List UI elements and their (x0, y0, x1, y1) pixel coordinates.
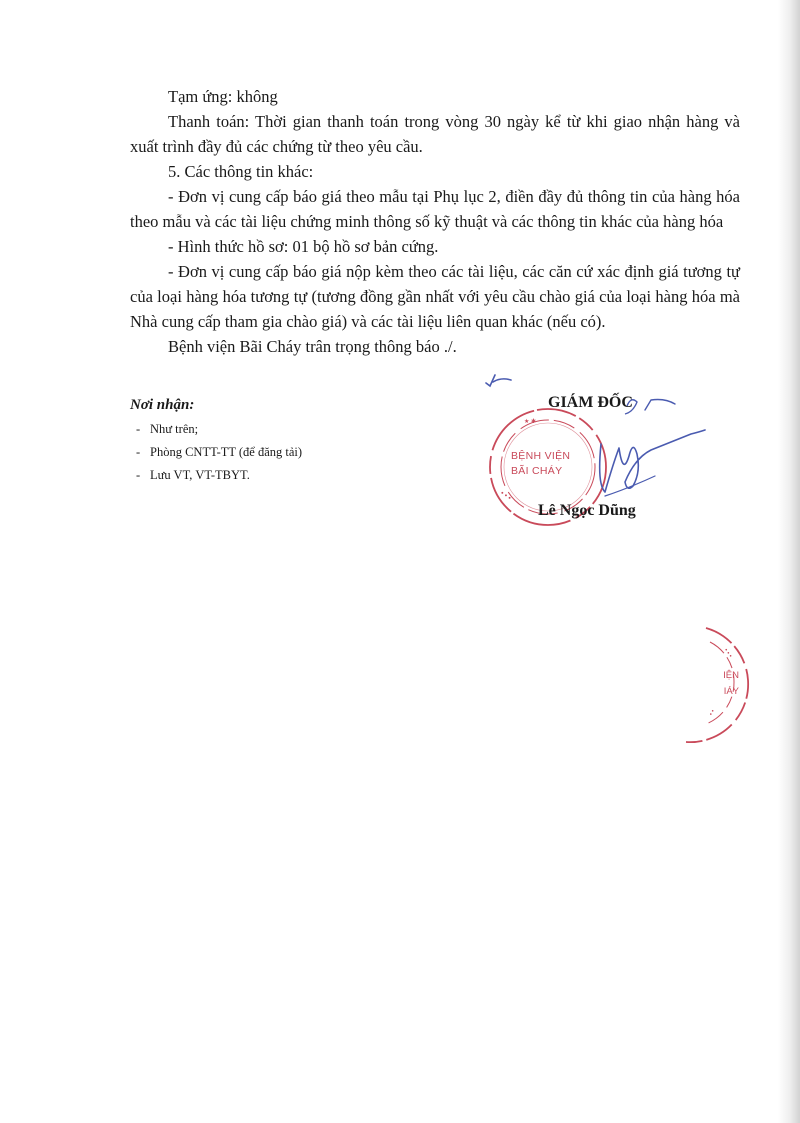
letter-body (130, 84, 740, 359)
paragraph-quote-form: - Đơn vị cung cấp báo giá theo mẫu tại Phụ lục 2, điền đầy đủ thông tin của hàng hóa theo mẫu và các tài liệu chứng minh thông số kỹ thuật và các thông tin khác của hàng hóa (130, 187, 740, 231)
recipient-item: - Phòng CNTT-TT (để đăng tải) (136, 441, 430, 464)
recipients-list (130, 418, 430, 487)
svg-text:• • •: • • • (498, 489, 513, 503)
recipient-item: - Như trên; (136, 418, 430, 441)
partial-stamp-text (709, 668, 739, 700)
signer-title: GIÁM ĐỐC (548, 394, 633, 411)
svg-text:★ ✱: ★ ✱ (524, 419, 537, 425)
stamp-line: IỆN (723, 670, 739, 681)
initial-tick-icon (483, 371, 513, 389)
svg-text:• • •: • • • (722, 647, 733, 660)
paragraph-supporting-documents: - Đơn vị cung cấp báo giá nộp kèm theo các tài liệu, các căn cứ xác định giá tương tự của loại hàng hóa tương tự (tương đồng gần nhất với yêu cầu chào giá của loại hàng hóa mà Nhà cung cấp tham gia chào giá) và các tài liệu liên quan khác (nếu có). (130, 262, 740, 331)
signer-name: Lê Ngọc Dũng (538, 502, 636, 519)
stamp-line: BỆNH VIỆN (511, 450, 571, 462)
section-other-info: 5. Các thông tin khác: (168, 162, 314, 181)
paragraph-advance: Tạm ứng: không (168, 87, 278, 106)
recipient-item: - Lưu VT, VT-TBYT. (136, 464, 430, 487)
paragraph-closing: Bệnh viện Bãi Cháy trân trọng thông báo ./. (168, 337, 457, 356)
stamp-line: BÃI CHÁY (511, 465, 563, 477)
paragraph-payment: Thanh toán: Thời gian thanh toán trong vòng 30 ngày kể từ khi giao nhận hàng và xuất trình đầy đủ các chứng từ theo yêu cầu. (130, 112, 740, 156)
scan-page-edge (778, 0, 800, 1123)
paragraph-document-format: - Hình thức hồ sơ: 01 bộ hồ sơ bản cứng. (168, 237, 439, 256)
stamp-line: IÁY (723, 686, 739, 697)
svg-text:• •: • • (708, 708, 717, 717)
recipients-title: Nơi nhận: (130, 397, 195, 413)
recipients-block (130, 397, 430, 487)
